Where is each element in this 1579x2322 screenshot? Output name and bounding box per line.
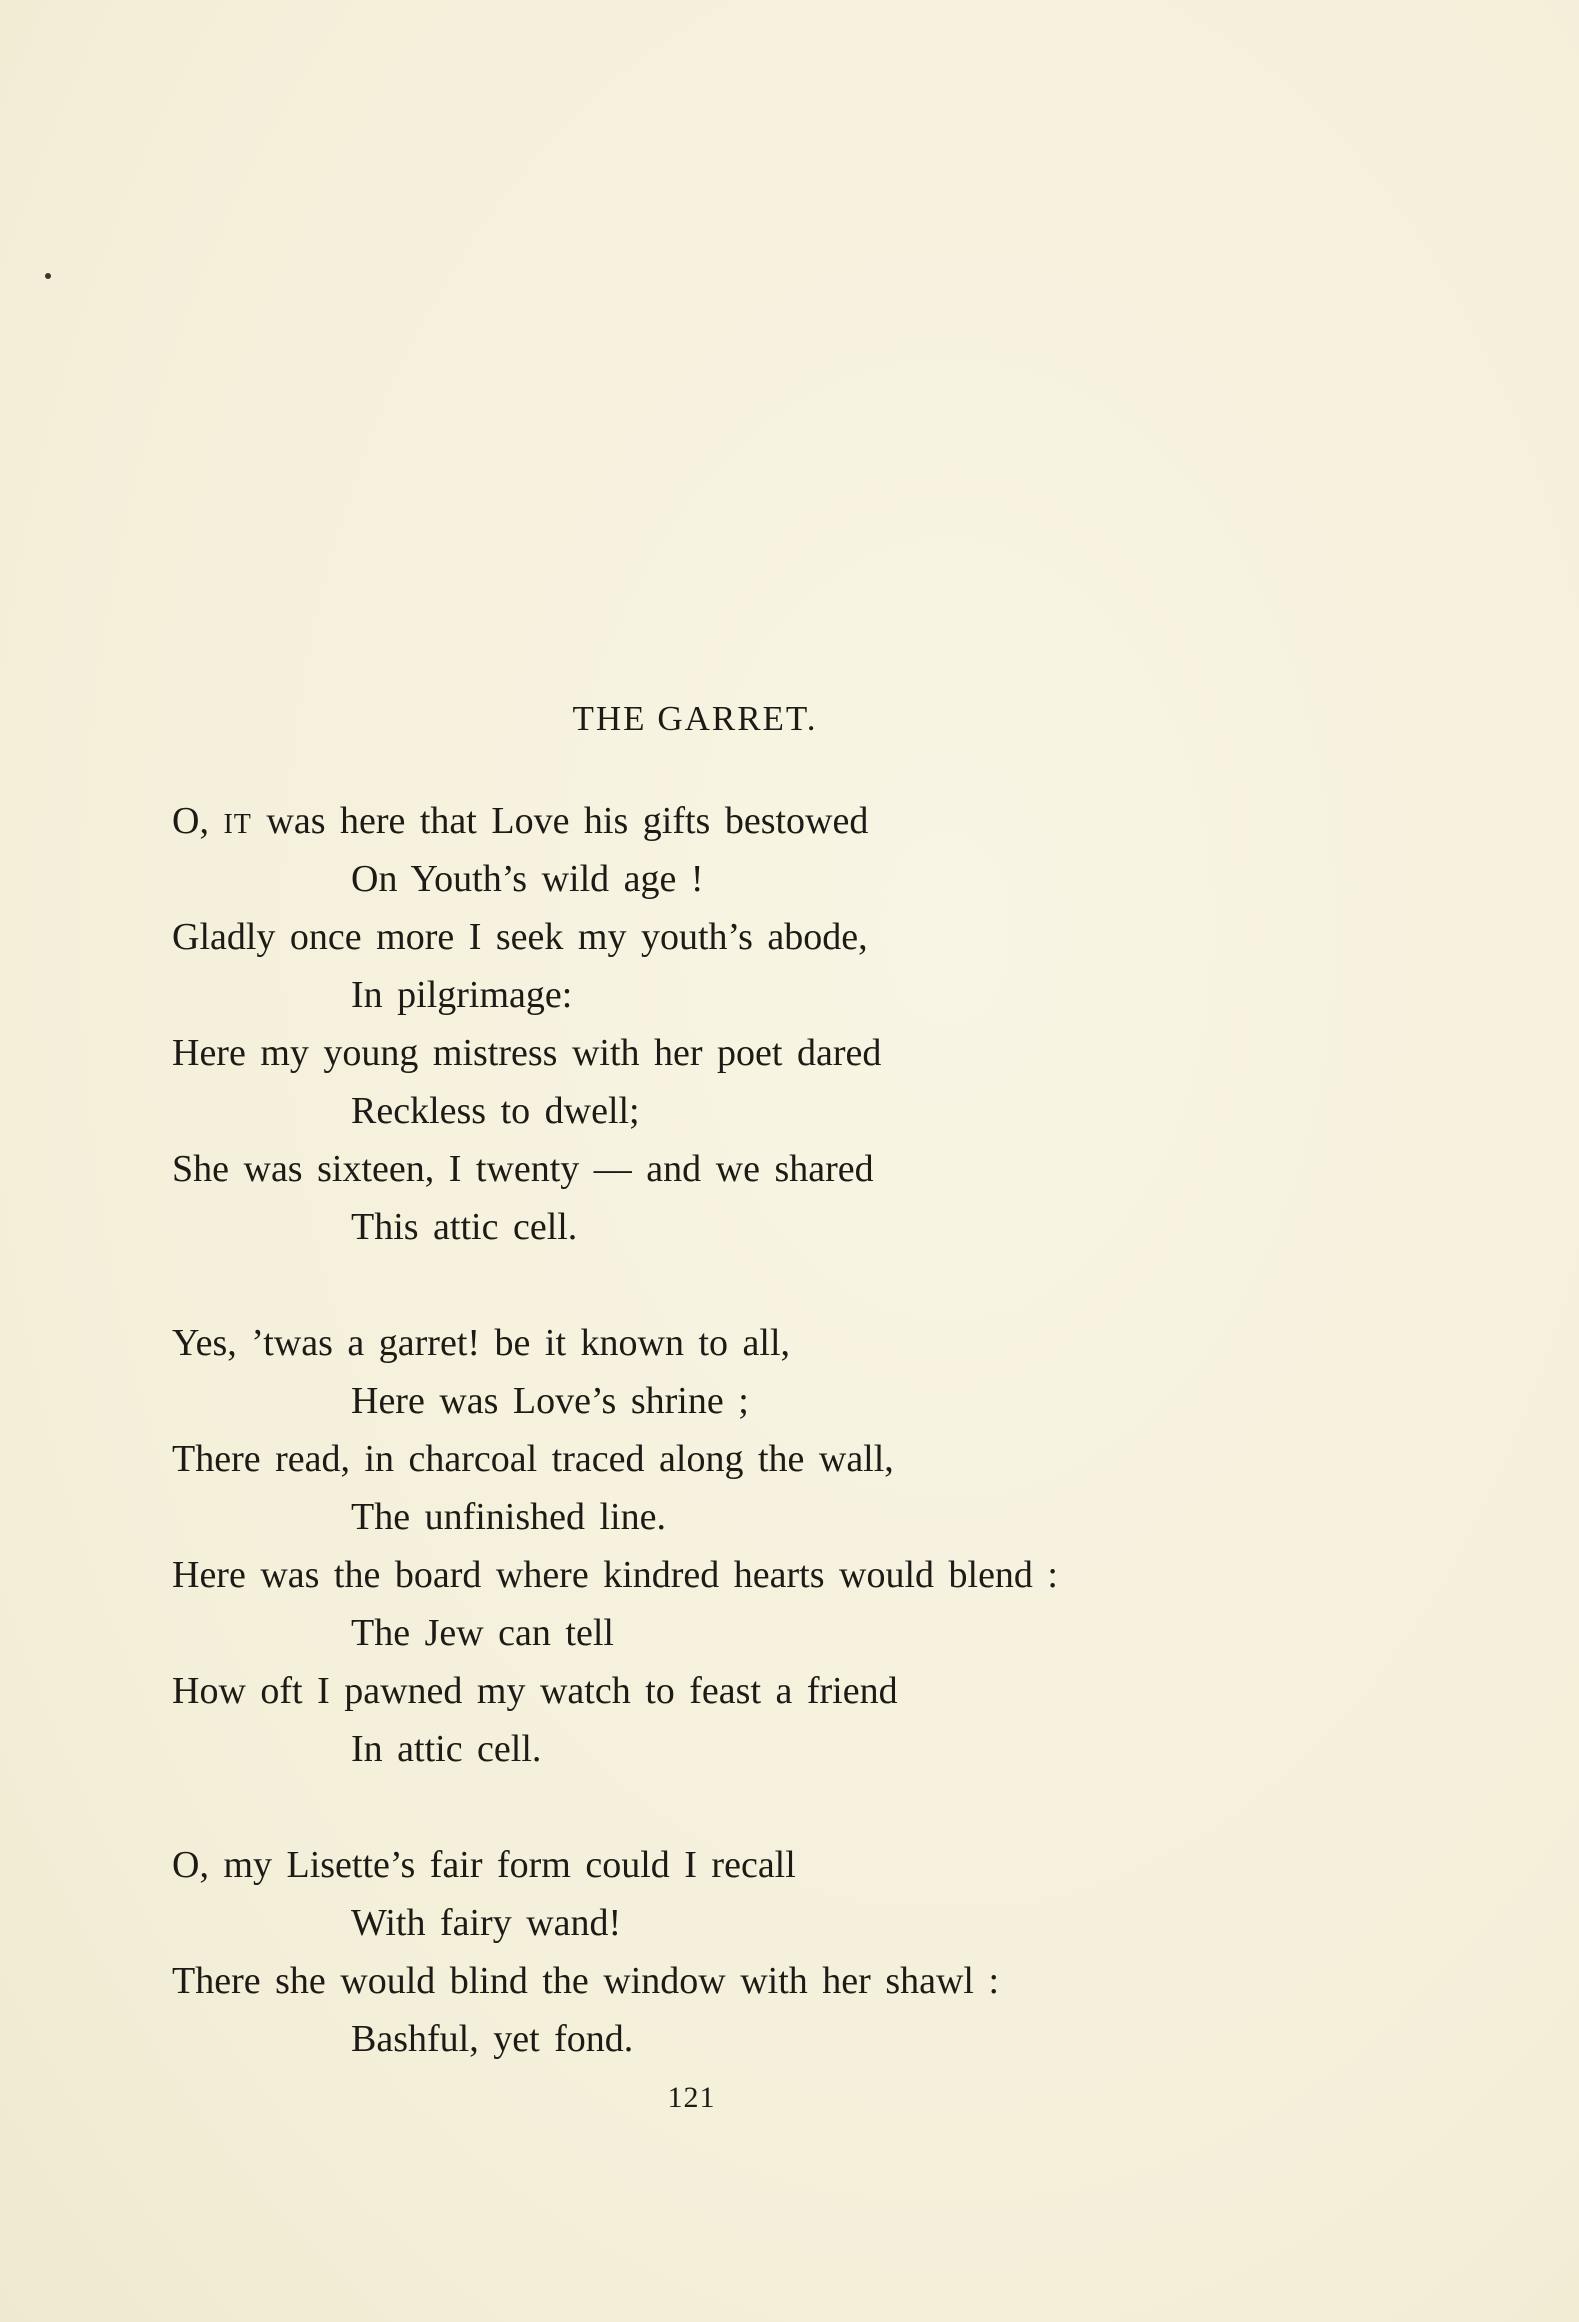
verse-line: She was sixteen, I twenty — and we shared bbox=[172, 1148, 874, 1190]
verse-line: Here was Love’s shrine ; bbox=[351, 1380, 749, 1422]
verse-line: There she would blind the window with her shawl : bbox=[172, 1960, 1000, 2002]
verse-line: Bashful, yet fond. bbox=[351, 2018, 634, 2060]
verse-line: Reckless to dwell; bbox=[351, 1090, 640, 1132]
poem-title: THE GARRET. bbox=[572, 699, 818, 738]
page-number: 121 bbox=[667, 2081, 716, 2114]
verse-line: On Youth’s wild age ! bbox=[351, 858, 704, 900]
verse-line: Here was the board where kindred hearts would blend : bbox=[172, 1554, 1058, 1596]
verse-line: How oft I pawned my watch to feast a friend bbox=[172, 1670, 898, 1712]
stanza-break bbox=[172, 1256, 1332, 1314]
poem-body bbox=[172, 792, 1332, 2068]
verse-line: This attic cell. bbox=[351, 1206, 578, 1248]
verse-line: Gladly once more I seek my youth’s abode, bbox=[172, 916, 868, 958]
verse-line: In attic cell. bbox=[351, 1728, 542, 1770]
verse-line: O, IT was here that Love his gifts bestowed bbox=[172, 800, 869, 842]
stanza-3 bbox=[172, 1836, 1332, 2068]
verse-line: There read, in charcoal traced along the wall, bbox=[172, 1438, 894, 1480]
verse-line: O, my Lisette’s fair form could I recall bbox=[172, 1844, 796, 1886]
ink-speck bbox=[45, 273, 51, 279]
verse-line: The unfinished line. bbox=[351, 1496, 666, 1538]
verse-line: With fairy wand! bbox=[351, 1902, 622, 1944]
stanza-2 bbox=[172, 1314, 1332, 1778]
verse-line: Yes, ’twas a garret! be it known to all, bbox=[172, 1322, 790, 1364]
verse-line: In pilgrimage: bbox=[351, 974, 573, 1016]
small-caps-word: IT bbox=[223, 809, 252, 840]
stanza-break bbox=[172, 1778, 1332, 1836]
stanza-1 bbox=[172, 792, 1332, 1256]
verse-line: The Jew can tell bbox=[351, 1612, 614, 1654]
verse-line: Here my young mistress with her poet dared bbox=[172, 1032, 882, 1074]
